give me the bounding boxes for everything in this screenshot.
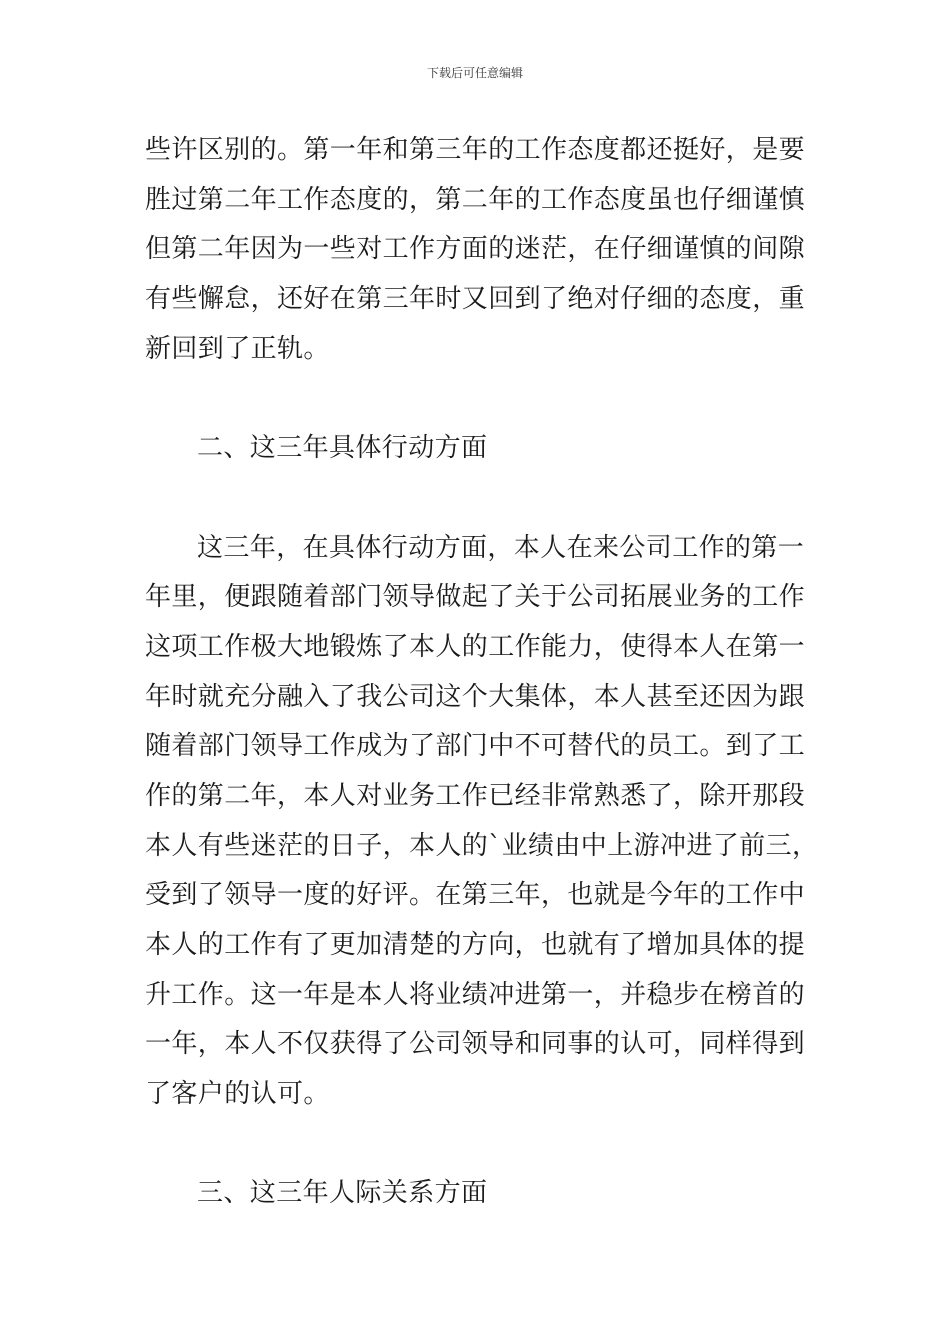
document-body bbox=[145, 126, 819, 1219]
paragraph-line: 一年，本人不仅获得了公司领导和同事的认可，同样得到 bbox=[145, 1029, 806, 1060]
paragraph-line: 受到了领导一度的好评。在第三年，也就是今年的工作中 bbox=[145, 880, 806, 911]
paragraph-line: 年时就充分融入了我公司这个大集体，本人甚至还因为跟 bbox=[145, 681, 806, 712]
paragraph-line: 年里，便跟随着部门领导做起了关于公司拓展业务的工作 bbox=[145, 582, 806, 613]
paragraph-line: 有些懈怠，还好在第三年时又回到了绝对仔细的态度，重 bbox=[145, 284, 806, 315]
paragraph-line: 这项工作极大地锻炼了本人的工作能力，使得本人在第一 bbox=[145, 631, 806, 662]
paragraph-line: 胜过第二年工作态度的，第二年的工作态度虽也仔细谨慎 bbox=[145, 184, 806, 215]
paragraph-gap bbox=[145, 374, 810, 424]
paragraph-line: 这三年，在具体行动方面，本人在来公司工作的第一 bbox=[197, 532, 805, 563]
section-heading: 二、这三年具体行动方面 bbox=[197, 433, 488, 464]
paragraph-line: 新回到了正轨。 bbox=[145, 333, 330, 364]
paragraph-line: 但第二年因为一些对工作方面的迷茫，在仔细谨慎的间隙 bbox=[145, 234, 806, 265]
paragraph-gap bbox=[145, 474, 810, 524]
page-header: 下载后可任意编辑 bbox=[426, 66, 523, 80]
paragraph-line: 随着部门领导工作成为了部门中不可替代的员工。到了工 bbox=[145, 731, 806, 762]
paragraph-line: 了客户的认可。 bbox=[145, 1079, 330, 1110]
paragraph-line: 升工作。这一年是本人将业绩冲进第一，并稳步在榜首的 bbox=[145, 979, 806, 1010]
section-heading: 三、这三年人际关系方面 bbox=[197, 1178, 488, 1209]
paragraph-line: 本人有些迷茫的日子，本人的`业绩由中上游冲进了前三， bbox=[145, 830, 819, 861]
paragraph-gap bbox=[145, 1120, 810, 1170]
paragraph-line: 作的第二年，本人对业务工作已经非常熟悉了，除开那段 bbox=[145, 780, 806, 811]
paragraph-line: 些许区别的。第一年和第三年的工作态度都还挺好，是要 bbox=[145, 135, 806, 165]
paragraph-line: 本人的工作有了更加清楚的方向，也就有了增加具体的提 bbox=[145, 930, 806, 960]
